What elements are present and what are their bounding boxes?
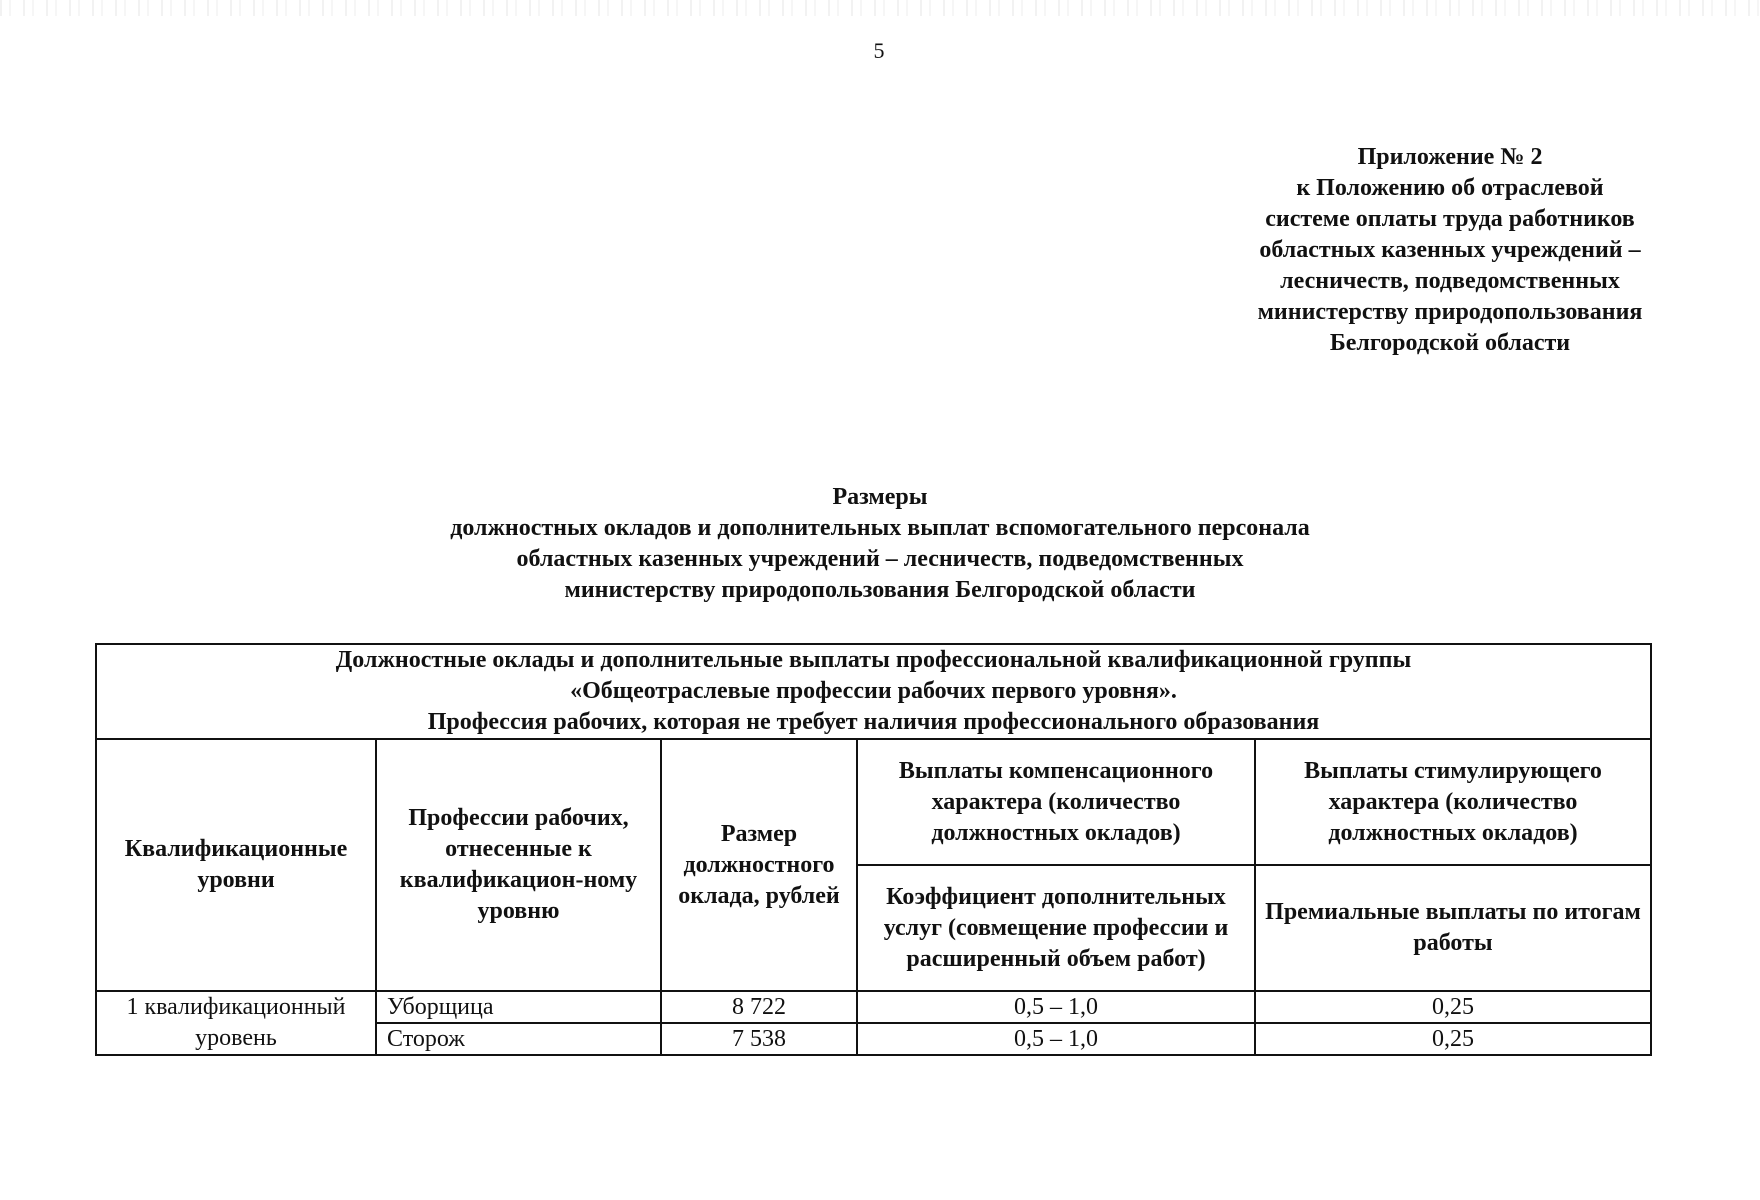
group-header-cell	[96, 644, 1651, 739]
qualification-level-cell: 1 квалификационный уровень	[96, 991, 376, 1055]
bonus-cell: 0,25	[1255, 1023, 1651, 1055]
appendix-line: министерству природопользования	[1257, 299, 1643, 325]
profession-cell: Уборщица	[376, 991, 661, 1023]
group-header-row	[96, 644, 1651, 739]
title-line: областных казенных учреждений – лесничеств, подведомственных	[516, 546, 1244, 572]
table-row	[96, 991, 1651, 1023]
group-header-line: «Общеотраслевые профессии рабочих первого уровня».	[570, 678, 1177, 704]
profession-cell: Сторож	[376, 1023, 661, 1055]
appendix-line: к Положению об отраслевой	[1296, 175, 1604, 201]
appendix-reference	[1200, 142, 1700, 359]
column-header-incentive: Выплаты стимулирующего характера (количество должностных окладов)	[1255, 739, 1651, 865]
appendix-line: Белгородской области	[1329, 330, 1571, 356]
column-subheader-coefficient: Коэффициент дополнительных услуг (совмещение профессии и расширенный объем работ)	[857, 865, 1255, 991]
appendix-line: областных казенных учреждений –	[1259, 237, 1641, 263]
scan-noise-strip	[0, 0, 1760, 16]
title-line: министерству природопользования Белгородской области	[564, 577, 1196, 603]
column-header-compensation: Выплаты компенсационного характера (количество должностных окладов)	[857, 739, 1255, 865]
group-header-line: Профессия рабочих, которая не требует наличия профессионального образования	[427, 709, 1320, 735]
appendix-line: системе оплаты труда работников	[1265, 206, 1635, 232]
salary-table	[95, 643, 1652, 1056]
column-header-professions: Профессии рабочих, отнесенные к квалификацион-ному уровню	[376, 739, 661, 991]
title-line: должностных окладов и дополнительных выплат вспомогательного персонала	[450, 515, 1310, 541]
appendix-line: лесничеств, подведомственных	[1280, 268, 1620, 294]
bonus-cell: 0,25	[1255, 991, 1651, 1023]
salary-cell: 7 538	[661, 1023, 857, 1055]
column-subheader-bonus: Премиальные выплаты по итогам работы	[1255, 865, 1651, 991]
coefficient-cell: 0,5 – 1,0	[857, 1023, 1255, 1055]
title-line: Размеры	[832, 484, 928, 510]
appendix-line: Приложение № 2	[1357, 144, 1543, 170]
column-header-levels: Квалификационные уровни	[96, 739, 376, 991]
coefficient-cell: 0,5 – 1,0	[857, 991, 1255, 1023]
document-title	[0, 482, 1760, 606]
column-header-salary: Размер должностного оклада, рублей	[661, 739, 857, 991]
group-header-line: Должностные оклады и дополнительные выплаты профессиональной квалификационной группы	[335, 647, 1412, 673]
page-number: 5	[873, 38, 885, 63]
column-header-row	[96, 739, 1651, 865]
salary-cell: 8 722	[661, 991, 857, 1023]
